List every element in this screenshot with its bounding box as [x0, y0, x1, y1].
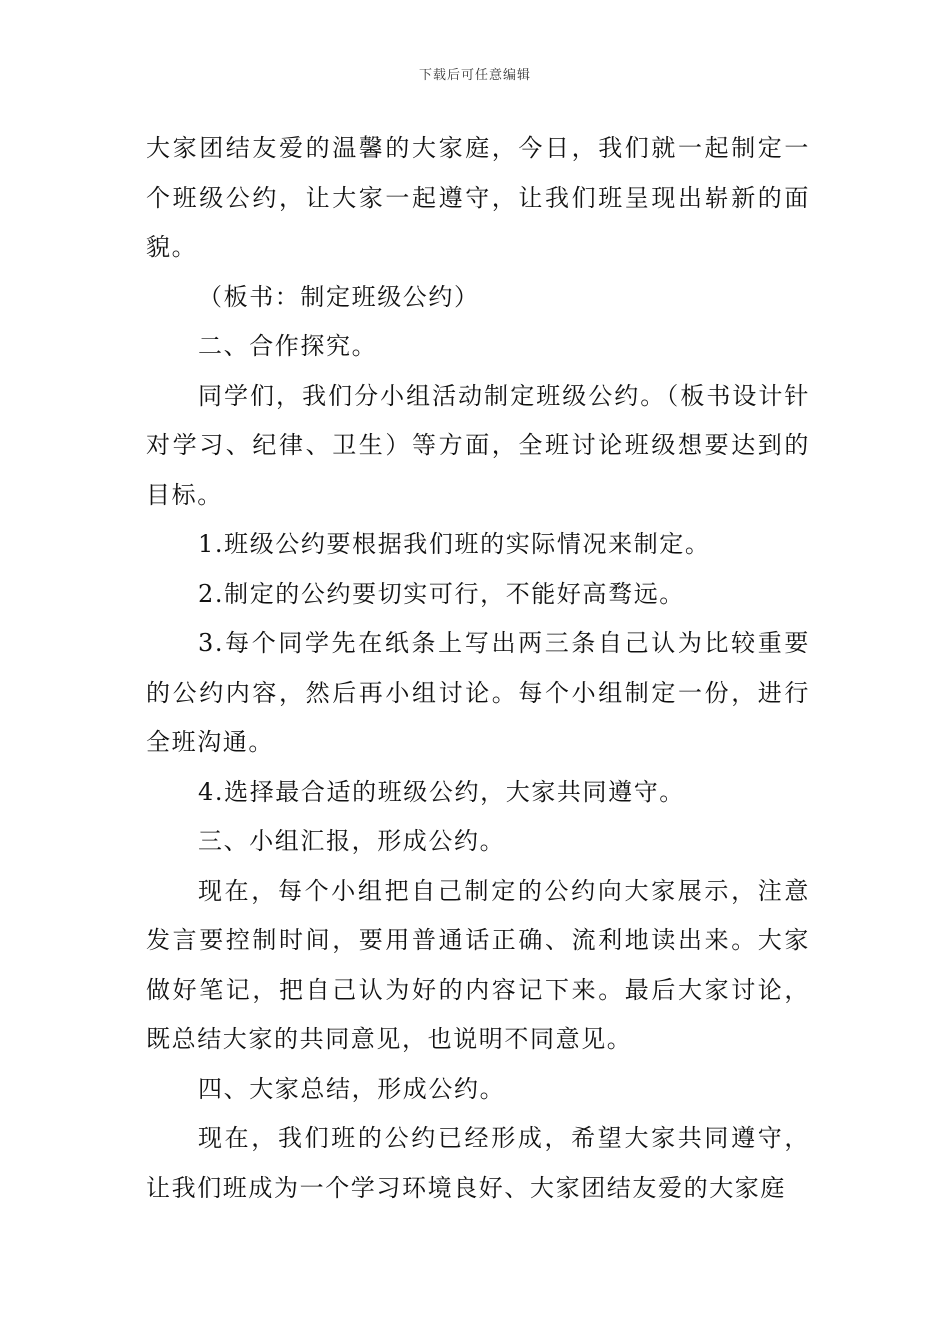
paragraph-board-note: （板书：制定班级公约） — [198, 282, 480, 311]
list-item-3: 3.每个同学先在纸条上写出两三条自己认为比较重要的公约内容，然后再小组讨论。每个小组制定一份，进行全班沟通。 — [146, 629, 810, 756]
list-item-1: 1.班级公约要根据我们班的实际情况来制定。 — [198, 530, 711, 558]
paragraph-continuation: 大家团结友爱的温馨的大家庭，今日，我们就一起制定一个班级公约，让大家一起遵守，让我们班呈现出崭新的面貌。 — [146, 134, 810, 261]
paragraph-group-activity: 同学们，我们分小组活动制定班级公约。（板书设计针对学习、纪律、卫生）等方面，全班讨论班级想要达到的目标。 — [146, 381, 810, 509]
section-heading-group-report: 三、小组汇报，形成公约。 — [198, 827, 506, 855]
paragraph-conclusion: 现在，我们班的公约已经形成，希望大家共同遵守，让我们班成为一个学习环境良好、大家团结友爱的大家庭 — [146, 1124, 810, 1202]
section-heading-cooperative-inquiry: 二、合作探究。 — [198, 332, 378, 360]
list-item-2: 2.制定的公约要切实可行，不能好高骛远。 — [198, 579, 685, 608]
list-item-4: 4.选择最合适的班级公约，大家共同遵守。 — [198, 777, 685, 806]
document-body — [146, 124, 810, 1213]
section-heading-summary: 四、大家总结，形成公约。 — [198, 1074, 506, 1103]
page-header-note: 下载后可任意编辑 — [418, 68, 531, 83]
paragraph-group-presentation: 现在，每个小组把自己制定的公约向大家展示，注意发言要控制时间，要用普通话正确、流利地读出来。大家做好笔记，把自己认为好的内容记下来。最后大家讨论，既总结大家的共同意见，也说明不同意见。 — [146, 876, 810, 1053]
